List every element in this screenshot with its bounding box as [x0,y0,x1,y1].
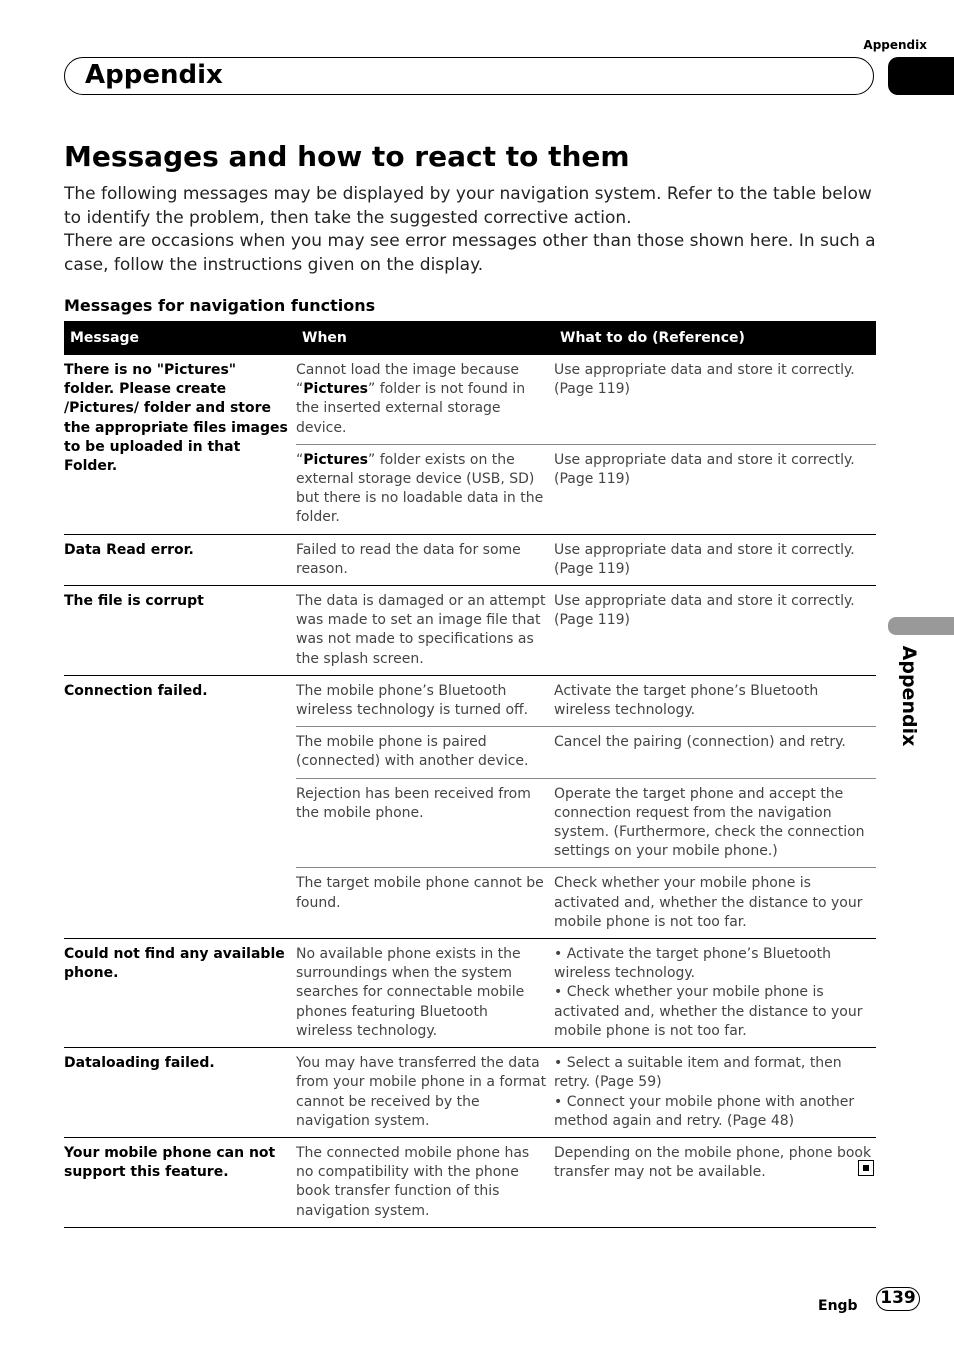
table-row [64,534,876,585]
side-tab-label [884,645,934,755]
table-header-row [64,321,876,355]
what-cell: • Select a suitable item and format, then retry. (Page 59) • Connect your mobile phone with another method again and retry. (Page 48) [554,1048,876,1138]
what-cell: Use appropriate data and store it correctly. (Page 119) [554,586,876,676]
when-cell: No available phone exists in the surroundings when the system searches for connectable mobile phones featuring Bluetooth wireless technology. [296,939,554,1048]
when-cell: The mobile phone’s Bluetooth wireless technology is turned off. [296,675,554,726]
messages-table [64,321,876,1228]
table-row [64,1137,876,1227]
table-row [64,355,876,444]
what-cell: • Activate the target phone’s Bluetooth wireless technology. • Check whether your mobile phone is activated and, whether the distance to your mobile phone is not too far. [554,939,876,1048]
what-cell: Operate the target phone and accept the connection request from the navigation system. (Furthermore, check the connection settings on your mobile phone.) [554,778,876,868]
thumb-tab-black [888,57,954,95]
running-header: Appendix [863,38,927,52]
thumb-tab-grey [888,617,954,635]
message-cell: Data Read error. [64,534,296,585]
what-cell: Use appropriate data and store it correctly. (Page 119) [554,444,876,534]
message-cell: Could not find any available phone. [64,939,296,1048]
table-body [64,355,876,1227]
when-cell: “Pictures” folder exists on the external storage device (USB, SD) but there is no loadable data in the folder. [296,444,554,534]
when-cell: The target mobile phone cannot be found. [296,868,554,939]
when-cell: Failed to read the data for some reason. [296,534,554,585]
what-cell: Depending on the mobile phone, phone book transfer may not be available. [554,1137,876,1227]
section-banner [64,57,874,95]
message-cell: Dataloading failed. [64,1048,296,1138]
what-cell: Activate the target phone’s Bluetooth wireless technology. [554,675,876,726]
section-banner-label: Appendix [85,60,223,90]
table-row [64,939,876,1048]
table-heading: Messages for navigation functions [64,296,376,315]
page-number: 139 [876,1287,920,1311]
column-header-what: What to do (Reference) [554,321,876,355]
message-cell: There is no "Pictures" folder. Please create /Pictures/ folder and store the appropriate files images to be uploaded in that Folder. [64,355,296,534]
when-cell: You may have transferred the data from your mobile phone in a format cannot be received by the navigation system. [296,1048,554,1138]
when-cell: The mobile phone is paired (connected) with another device. [296,727,554,778]
intro-paragraph: The following messages may be displayed by your navigation system. Refer to the table below to identify the problem, then take the suggested corrective action. [64,184,872,228]
intro-text [64,183,879,277]
message-cell: Your mobile phone can not support this feature. [64,1137,296,1227]
table-row [64,675,876,726]
when-cell: Cannot load the image because “Pictures” folder is not found in the inserted external storage device. [296,355,554,444]
when-cell: The data is damaged or an attempt was made to set an image file that was not made to specifications as the splash screen. [296,586,554,676]
when-cell: The connected mobile phone has no compatibility with the phone book transfer function of this navigation system. [296,1137,554,1227]
what-cell: Use appropriate data and store it correctly. (Page 119) [554,355,876,444]
table-row [64,586,876,676]
side-tab-text: Appendix [898,645,920,747]
what-cell: Use appropriate data and store it correctly. (Page 119) [554,534,876,585]
message-cell: The file is corrupt [64,586,296,676]
table-row [64,1048,876,1138]
what-cell: Cancel the pairing (connection) and retry. [554,727,876,778]
page-title: Messages and how to react to them [64,140,630,173]
column-header-when: When [296,321,554,355]
intro-paragraph: There are occasions when you may see error messages other than those shown here. In such a case, follow the instructions given on the display. [64,231,876,275]
message-cell: Connection failed. [64,675,296,938]
footer-language: Engb [818,1298,858,1314]
what-cell: Check whether your mobile phone is activated and, whether the distance to your mobile phone is not too far. [554,868,876,939]
column-header-message: Message [64,321,296,355]
when-cell: Rejection has been received from the mobile phone. [296,778,554,868]
end-of-section-mark [858,1160,874,1176]
